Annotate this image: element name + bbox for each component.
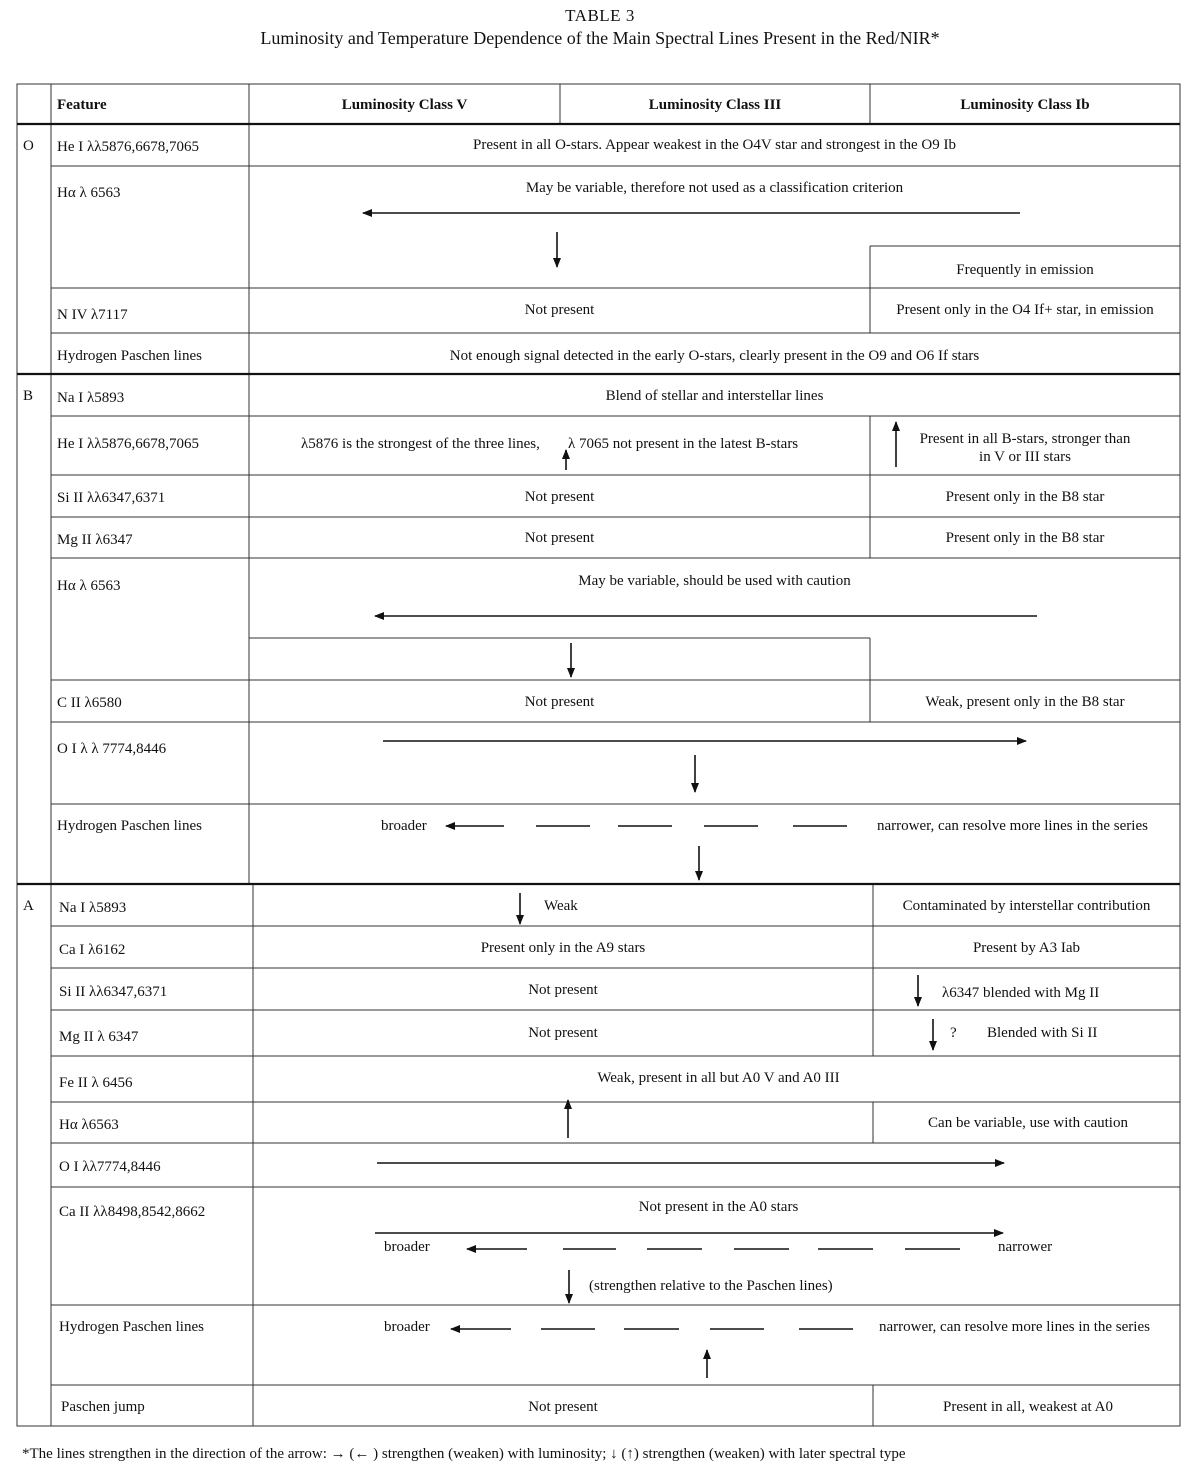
header-class-iii: Luminosity Class III <box>648 97 782 113</box>
b-paschen-narrower: narrower, can resolve more lines in the series <box>877 818 1148 834</box>
a-caii-broader: broader <box>384 1239 430 1255</box>
o-paschen-text: Not enough signal detected in the early O-stars, clearly present in the O9 and O6 If stars <box>449 348 980 364</box>
o-niv-text: Not present <box>524 302 595 318</box>
b-oi-feature: O I λ λ 7774,8446 <box>57 741 167 757</box>
a-paschen-narrower: narrower, can resolve more lines in the series <box>879 1319 1150 1335</box>
b-hei-ib-line2: in V or III stars <box>979 449 1071 465</box>
a-mgii-ib: Blended with Si II <box>987 1025 1098 1041</box>
a-jump-feature: Paschen jump <box>61 1399 145 1415</box>
a-caii-note: (strengthen relative to the Paschen lines) <box>589 1278 833 1294</box>
a-feii-feature: Fe II λ 6456 <box>59 1075 133 1091</box>
a-halpha-feature: Hα λ6563 <box>59 1117 119 1133</box>
o-hei-feature: He I λλ5876,6678,7065 <box>57 139 200 155</box>
a-caii-narrower: narrower <box>998 1239 1053 1255</box>
a-caii-feature: Ca II λλ8498,8542,8662 <box>59 1204 206 1220</box>
b-paschen-feature: Hydrogen Paschen lines <box>57 818 202 834</box>
a-nai-text: Weak <box>544 898 578 914</box>
a-mgii-ib-question: ? <box>950 1025 957 1041</box>
b-hei-ib-line1: Present in all B-stars, stronger than <box>919 431 1131 447</box>
a-paschen-feature: Hydrogen Paschen lines <box>59 1319 204 1335</box>
b-nai-text: Blend of stellar and interstellar lines <box>605 388 824 404</box>
b-halpha-text: May be variable, should be used with caution <box>578 573 851 589</box>
a-oi-feature: O I λλ7774,8446 <box>59 1159 161 1175</box>
b-cii-ib: Weak, present only in the B8 star <box>925 694 1125 710</box>
a-siii-text: Not present <box>528 982 598 998</box>
b-siii-ib: Present only in the B8 star <box>945 489 1105 505</box>
b-nai-feature: Na I λ5893 <box>57 390 125 406</box>
a-nai-ib: Contaminated by interstellar contribution <box>902 898 1151 914</box>
a-siii-ib: λ6347 blended with Mg II <box>942 985 1100 1001</box>
o-halpha-feature: Hα λ 6563 <box>57 185 121 201</box>
a-siii-feature: Si II λλ6347,6371 <box>59 984 168 1000</box>
group-o-label: O <box>23 138 34 154</box>
header-class-ib: Luminosity Class Ib <box>960 97 1090 113</box>
a-jump-text: Not present <box>528 1399 598 1415</box>
a-mgii-feature: Mg II λ 6347 <box>59 1029 139 1045</box>
table-footnote: *The lines strengthen in the direction of the arrow: → (← ) strengthen (weaken) with luminosity; ↓ (↑) strengthen (weaken) with later spectral type <box>22 1446 906 1462</box>
a-cai-feature: Ca I λ6162 <box>59 942 126 958</box>
a-nai-feature: Na I λ5893 <box>59 900 127 916</box>
group-a-label: A <box>23 898 34 914</box>
o-niv-feature: N IV λ7117 <box>57 307 128 323</box>
o-paschen-feature: Hydrogen Paschen lines <box>57 348 202 364</box>
b-cii-text: Not present <box>524 694 595 710</box>
table-number: TABLE 3 <box>565 6 635 25</box>
b-hei-feature: He I λλ5876,6678,7065 <box>57 436 200 452</box>
a-feii-text: Weak, present in all but A0 V and A0 III <box>597 1070 840 1086</box>
a-paschen-broader: broader <box>384 1319 430 1335</box>
group-b-label: B <box>23 388 34 404</box>
b-cii-feature: C II λ6580 <box>57 695 122 711</box>
table-title: Luminosity and Temperature Dependence of the Main Spectral Lines Present in the Red/NIR* <box>260 28 940 48</box>
a-cai-text: Present only in the A9 stars <box>480 940 646 956</box>
header-feature: Feature <box>57 97 107 113</box>
header-class-v: Luminosity Class V <box>341 97 468 113</box>
o-halpha-text: May be variable, therefore not used as a classification criterion <box>525 180 904 196</box>
o-hei-text: Present in all O-stars. Appear weakest in the O4V star and strongest in the O9 Ib <box>473 137 956 153</box>
o-niv-ib: Present only in the O4 If+ star, in emission <box>896 302 1154 318</box>
a-caii-text: Not present in the A0 stars <box>638 1199 799 1215</box>
a-halpha-ib: Can be variable, use with caution <box>928 1115 1128 1131</box>
b-mgii-ib: Present only in the B8 star <box>945 530 1105 546</box>
a-jump-ib: Present in all, weakest at A0 <box>943 1399 1113 1415</box>
b-siii-feature: Si II λλ6347,6371 <box>57 490 166 506</box>
b-mgii-text: Not present <box>524 530 595 546</box>
a-mgii-text: Not present <box>528 1025 598 1041</box>
b-mgii-feature: Mg II λ6347 <box>57 532 133 548</box>
b-siii-text: Not present <box>524 489 595 505</box>
b-hei-text-right: λ 7065 not present in the latest B-stars <box>568 436 799 452</box>
b-hei-text-left: λ5876 is the strongest of the three lines, <box>301 436 540 452</box>
b-paschen-broader: broader <box>381 818 427 834</box>
a-cai-ib: Present by A3 Iab <box>972 940 1081 956</box>
b-halpha-feature: Hα λ 6563 <box>57 578 121 594</box>
o-halpha-ib: Frequently in emission <box>956 262 1094 278</box>
